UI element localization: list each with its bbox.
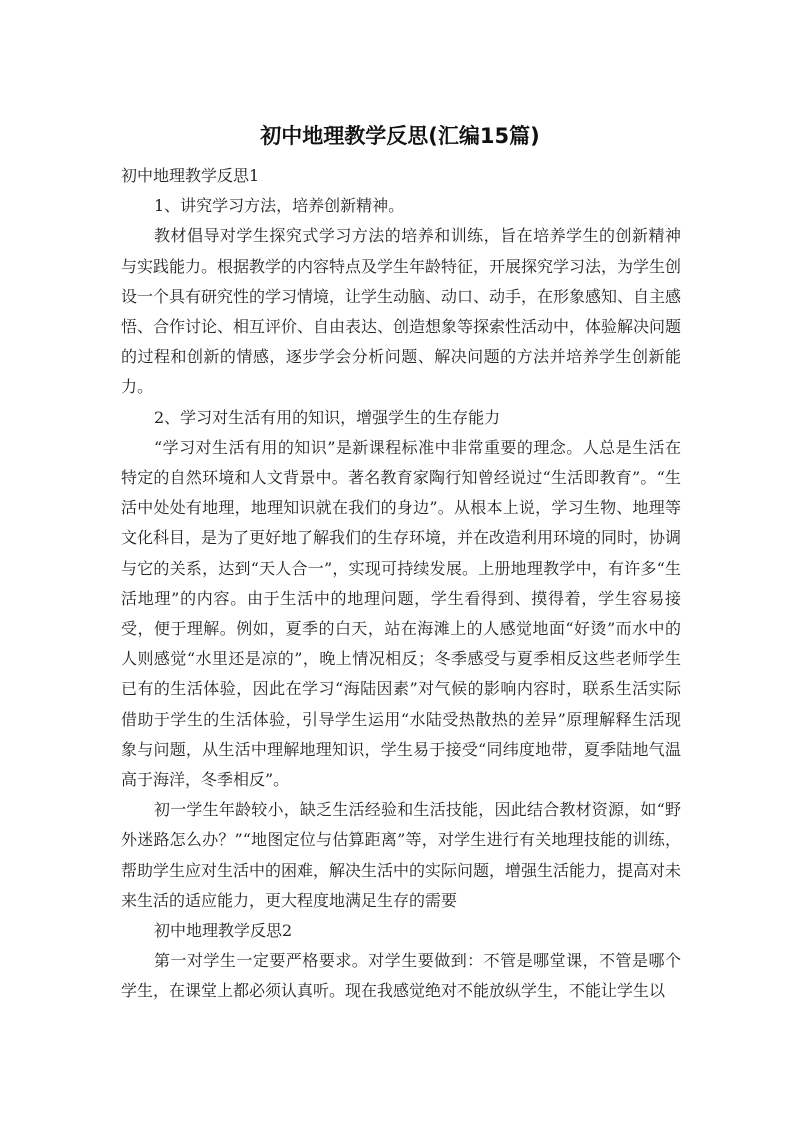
document-body (121, 161, 681, 1007)
body-paragraph: 初一学生年龄较小，缺乏生活经验和生活技能，因此结合教材资源，如“野外迷路怎么办？”“地图定位与估算距离”等，对学生进行有关地理技能的训练，帮助学生应对生活中的困难，解决生活中的实际问题，增强生活能力，提高对未来生活的适应能力，更大程度地满足生存的需要 (121, 800, 682, 910)
document-title: 初中地理教学反思(汇编15篇) (260, 124, 540, 148)
numbered-point-1: 1、讲究学习方法，培养创新精神。 (154, 196, 405, 216)
body-paragraph: “学习对生活有用的知识”是新课程标准中非常重要的理念。人总是生活在特定的自然环境和人文背景中。著名教育家陶行知曾经说过“生活即教育”。“生活中处处有地理，地理知识就在我们的身边”。从根本上说，学习生物、地理等文化科目，是为了更好地了解我们的生存环境，并在改造利用环境的同时，协调与它的关系，达到“天人合一”，实现可持续发展。上册地理教学中，有许多“生活地理”的内容。由于生活中的地理问题，学生看得到、摸得着，学生容易接受，便于理解。例如，夏季的白天，站在海滩上的人感觉地面“好烫”而水中的人则感觉“水里还是凉的”，晚上情况相反；冬季感受与夏季相反这些老师学生已有的生活体验，因此在学习“海陆因素”对气候的影响内容时，联系生活实际借助于学生的生活体验，引导学生运用“水陆受热散热的差异”原理解释生活现象与问题，从生活中理解地理知识，学生易于接受“同纬度地带，夏季陆地气温高于海洋，冬季相反”。 (121, 437, 682, 790)
body-paragraph: 第一对学生一定要严格要求。对学生要做到：不管是哪堂课，不管是哪个学生，在课堂上都必须认真听。现在我感觉绝对不能放纵学生，不能让学生以 (121, 951, 681, 1001)
section-heading-2: 初中地理教学反思2 (154, 921, 293, 941)
numbered-point-2: 2、学习对生活有用的知识，增强学生的生存能力 (154, 407, 501, 427)
section-heading-1: 初中地理教学反思1 (121, 166, 260, 185)
body-paragraph: 教材倡导对学生探究式学习方法的培养和训练，旨在培养学生的创新精神与实践能力。根据教学的内容特点及学生年龄特征，开展探究学习法，为学生创设一个具有研究性的学习情境，让学生动脑、动口、动手，在形象感知、自主感悟、合作讨论、相互评价、自由表达、创造想象等探索性活动中，体验解决问题的过程和创新的情感，逐步学会分析问题、解决问题的方法并培养学生创新能力。 (121, 226, 682, 397)
